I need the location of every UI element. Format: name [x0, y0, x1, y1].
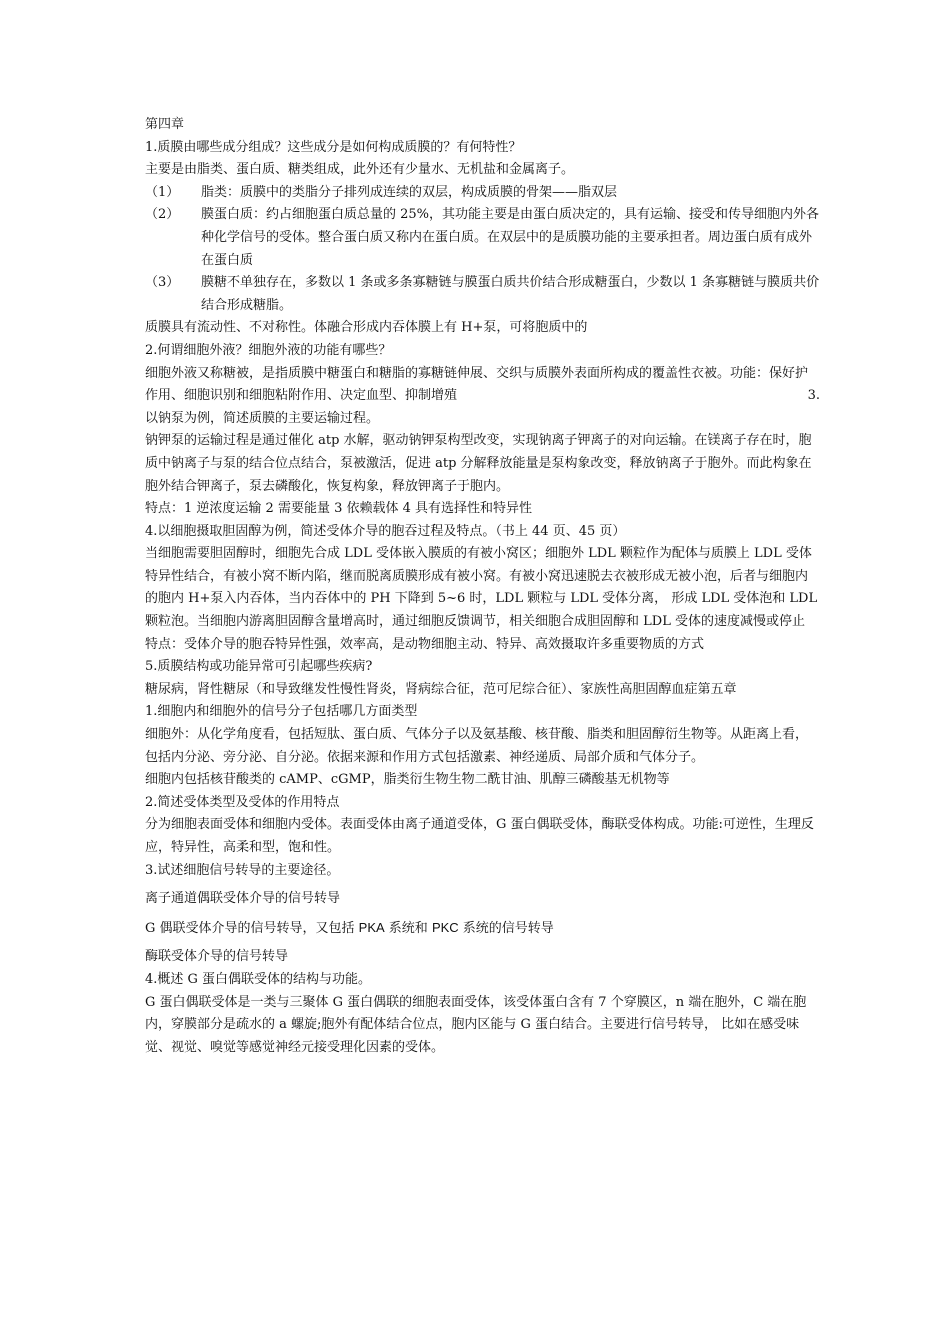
- answer-4-features: 特点：受体介导的胞吞特异性强，效率高，是动物细胞主动、特异、高效摄取许多重要物质的方式: [145, 636, 705, 652]
- answer-4: 当细胞需要胆固醇时，细胞先合成 LDL 受体嵌入膜质的有被小窝区；细胞外 LDL 颗粒作为配体与质膜上 LDL 受体特异性结合，有被小窝不断内陷，继而脱离质膜形成有被小窝。有被小窝迅速脱去衣被形成无被小泡，后者与细胞内的胞内 H+泵入内吞体，当内吞体中的 PH 下降到 5~6 时，LDL 颗粒与 LDL 受体分离， 形成 LDL 受体泡和 LDL 颗粒泡。当细胞内游离胆固醇含量增高时，通过细胞反馈调节，相关细胞合成胆固醇和 LDL 受体的速度减慢或停止: [145, 546, 818, 630]
- list-item: [145, 182, 820, 205]
- ch5-question-3: 3.试述细胞信号转导的主要途径。: [145, 862, 340, 878]
- question-1: 1.质膜由哪些成分组成？这些成分是如何构成质膜的？有何特性？: [145, 139, 522, 155]
- answer-2: [145, 363, 820, 408]
- list-item-text: 脂类：质膜中的类脂分子排列成连续的双层，构成质膜的骨架——脂双层: [201, 184, 618, 200]
- ch5-answer-4: G 蛋白偶联受体是一类与三聚体 G 蛋白偶联的细胞表面受体，该受体蛋白含有 7 个穿膜区，n 端在胞外，C 端在胞内，穿膜部分是疏水的 a 螺旋;胞外有配体结合位点，胞内区能与 G 蛋白结合。主要进行信号转导， 比如在感受味觉、视觉、嗅觉等感觉神经元接受理化因素的受体。: [145, 994, 807, 1055]
- ch5-question-1: 1.细胞内和细胞外的信号分子包括哪几方面类型: [145, 704, 418, 720]
- document-page: [145, 114, 820, 1059]
- answer-1-intro: 主要是由脂类、蛋白质、糖类组成，此外还有少量水、无机盐和金属离子。: [145, 162, 575, 178]
- answer-1-property: 质膜具有流动性、不对称性。体融合形成内吞体膜上有 H+泵，可将胞质中的: [145, 320, 588, 336]
- answer-2-text: 细胞外液又称糖被，是指质膜中糖蛋白和糖脂的寡糖链伸展、交织与质膜外表面所构成的覆盖性衣被。功能：保好护作用、细胞识别和细胞粘附作用、决定血型、抑制增殖: [145, 365, 809, 404]
- ch5-question-4: 4.概述 G 蛋白偶联受体的结构与功能。: [145, 971, 372, 987]
- answer-3-features: 特点：1 逆浓度运输 2 需要能量 3 依赖载体 4 具有选择性和特异性: [145, 501, 533, 517]
- chapter-4-title: 第四章: [145, 117, 185, 132]
- question-5: 5.质膜结构或功能异常可引起哪些疾病?: [145, 659, 373, 675]
- list-item-text: 膜糖不单独存在，多数以 1 条或多条寡糖链与膜蛋白质共价结合形成糖蛋白，少数以 1 条寡糖链与膜质共价结合形成糖脂。: [201, 275, 820, 313]
- ch5-answer-3-text: 系统的信号转导: [458, 920, 554, 936]
- question-3: 以钠泵为例，简述质膜的主要运输过程。: [145, 410, 380, 426]
- question-4: 4.以细胞摄取胆固醇为例，简述受体介导的胞吞过程及特点。（书上 44 页、45 页）: [145, 523, 626, 539]
- ch5-answer-3-line-1: 离子通道偶联受体介导的信号转导: [145, 891, 341, 907]
- list-item: [145, 272, 820, 317]
- answer-5: 糖尿病，肾性糖尿（和导致继发性慢性肾炎，肾病综合征，范可尼综合征）、家族性高胆固醇血症第五章: [145, 681, 737, 697]
- question-3-number: 3.: [807, 388, 820, 404]
- pkc-label: PKC: [431, 919, 459, 935]
- list-item: [145, 204, 820, 272]
- ch5-answer-1-inner: 细胞内包括核苷酸类的 cAMP、cGMP，脂类衍生物生物二酰甘油、肌醇三磷酸基无机物等: [145, 772, 670, 788]
- pka-label: PKA: [358, 919, 385, 935]
- ch5-answer-1-outer: 细胞外：从化学角度看，包括短肽、蛋白质、气体分子以及氨基酸、核苷酸、脂类和胆固醇衍生物等。从距离上看，包括内分泌、旁分泌、自分泌。依据来源和作用方式包括激素、神经递质、局部介质和气体分子。: [145, 727, 809, 765]
- list-item-number: （3）: [145, 275, 180, 291]
- list-item-text: 膜蛋白质：约占细胞蛋白质总量的 25%，其功能主要是由蛋白质决定的，具有运输、接受和传导细胞内外各种化学信号的受体。整合蛋白质又称内在蛋白质。在双层中的是质膜功能的主要承担者。周边蛋白质有成外在蛋白质: [201, 207, 820, 268]
- question-2: 2.何谓细胞外液？细胞外液的功能有哪些？: [145, 342, 392, 358]
- list-item-number: （2）: [145, 207, 180, 223]
- ch5-answer-3-line-3: 酶联受体介导的信号转导: [145, 949, 289, 965]
- ch5-question-2: 2.简述受体类型及受体的作用特点: [145, 794, 340, 810]
- ch5-answer-3-text: G 偶联受体介导的信号转导，又包括: [145, 920, 359, 936]
- list-item-number: （1）: [145, 184, 180, 200]
- ch5-answer-3-line-2: [145, 917, 820, 941]
- ch5-answer-2: 分为细胞表面受体和细胞内受体。表面受体由离子通道受体，G 蛋白偶联受体，酶联受体构成。功能:可逆性，生理反应，特异性，高柔和型，饱和性。: [145, 817, 814, 855]
- answer-3: 钠钾泵的运输过程是通过催化 atp 水解，驱动钠钾泵构型改变，实现钠离子钾离子的对向运输。在镁离子存在时，胞质中钠离子与泵的结合位点结合，泵被激活，促进 atp 分解释放能量是泵构象改变，释放钠离子于胞外。而此构象在胞外结合钾离子，泵去磷酸化，恢复构象，释放钾离子于胞内。: [145, 433, 812, 494]
- ch5-answer-3-text: 系统和: [384, 920, 432, 936]
